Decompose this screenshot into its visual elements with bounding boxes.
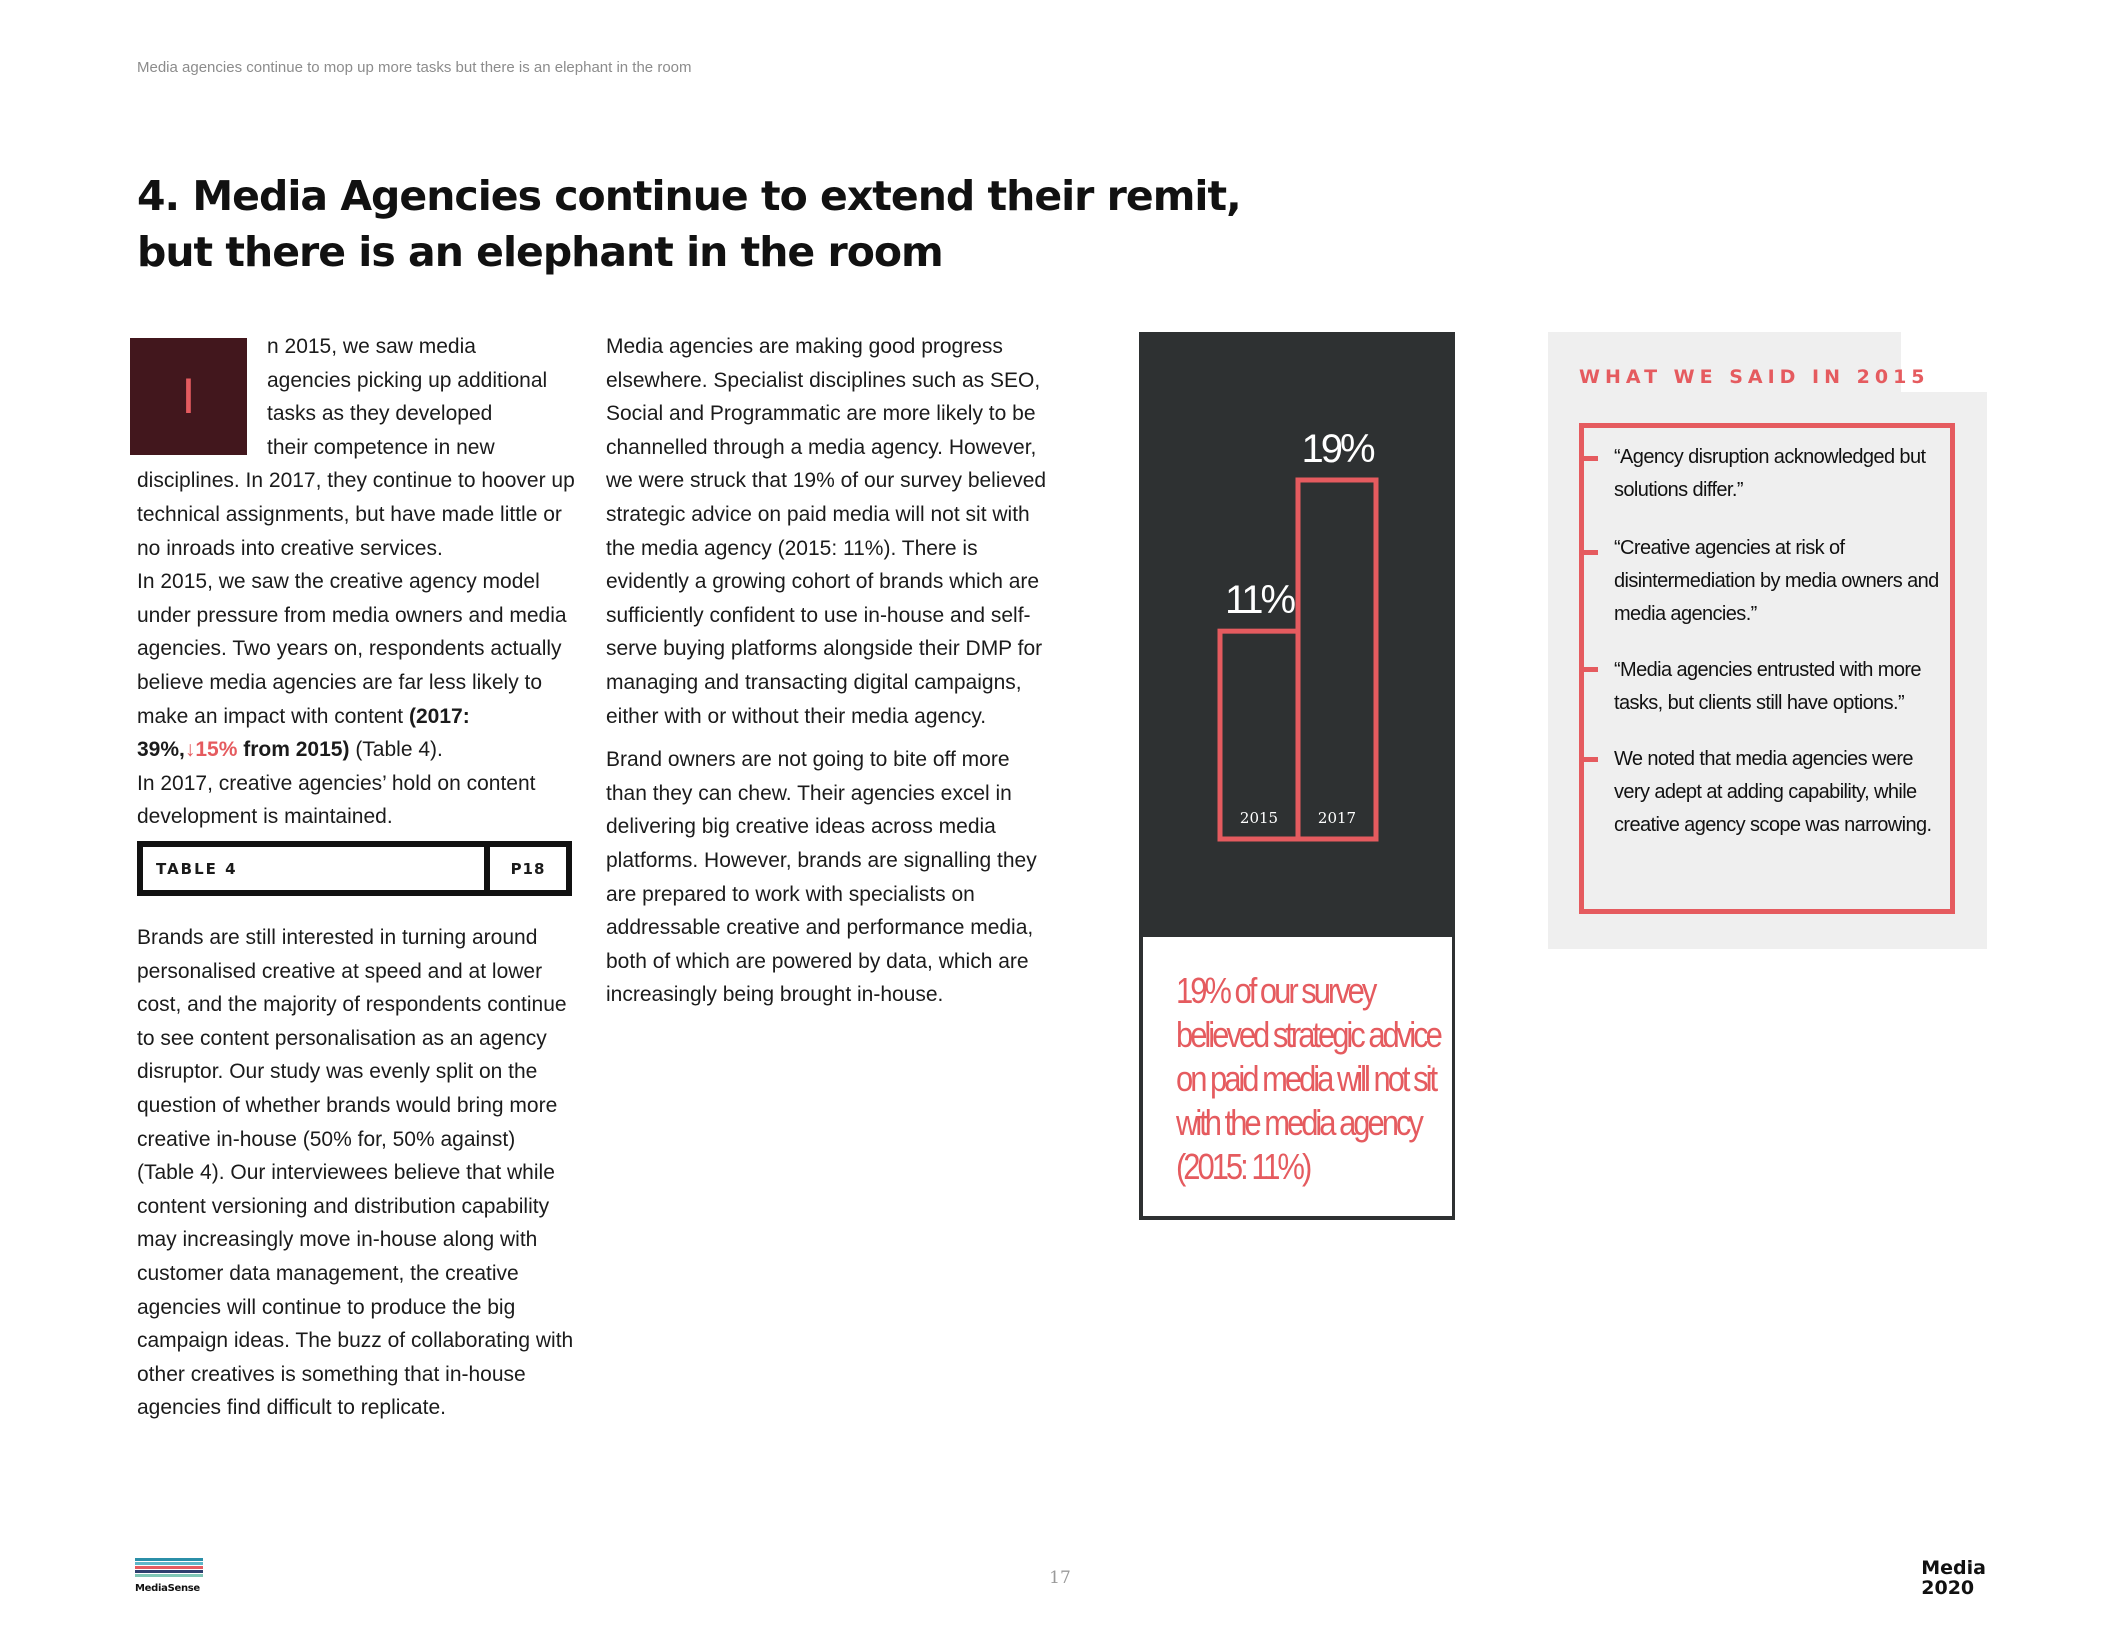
- bar-value-label: 11%: [1224, 578, 1294, 623]
- down-arrow-icon: ↓: [184, 738, 196, 762]
- intro-line-4: their competence in new: [267, 435, 495, 459]
- bullet-tick: [1579, 550, 1598, 555]
- page-title: [137, 168, 1241, 280]
- column-2: [606, 330, 1056, 1022]
- stat-2017: (2017: 39%,: [137, 704, 470, 762]
- bar-category-label: 2017: [1317, 809, 1357, 827]
- stat-change: 15%: [195, 738, 238, 762]
- bullet-tick: [1579, 456, 1598, 461]
- title-line-1: 4. Media Agencies continue to extend their remit,: [137, 172, 1241, 220]
- column-1: [137, 330, 575, 834]
- brand-line-1: Media: [1921, 1557, 1986, 1579]
- sidebar-item: “Creative agencies at risk of disintermediation by media owners and media agencies.”: [1614, 537, 1939, 625]
- callout-box: [1143, 937, 1452, 1216]
- intro-line-1: n 2015, we saw media: [267, 335, 476, 358]
- brand-line-2: 2020: [1921, 1577, 1975, 1599]
- intro-line-2: agencies picking up additional: [267, 368, 548, 392]
- drop-cap: I: [130, 338, 247, 455]
- sidebar-item: “Agency disruption acknowledged but solutions differ.”: [1614, 446, 1926, 501]
- bar-2017: [1298, 480, 1376, 839]
- bar-2015: [1220, 631, 1298, 839]
- col2-paragraph-1: Media agencies are making good progress elsewhere. Specialist disciplines such as SEO, Social and Programmatic are more likely to be channelled through a media agency. However, we were struck that 19% of our survey believed strategic advice on paid media will not sit with the media agency (2015: 11%). There is evidently a growing cohort of brands which are sufficiently confident to use in-house and self-serve buying platforms alongside their DMP for managing and transacting digital campaigns, either with or without their media agency.: [606, 335, 1047, 728]
- paragraph-2: [137, 565, 575, 767]
- page-number: 17: [1049, 1568, 1071, 1588]
- mediasense-logo-icon: [135, 1558, 203, 1580]
- paragraph-2-text: In 2015, we saw the creative agency model under pressure from media owners and media agencies. Two years on, respondents actually believe media agencies are far less likely to make an impact with content: [137, 570, 567, 728]
- bar-category-label: 2015: [1239, 809, 1279, 827]
- table-ref-page: P18: [484, 847, 566, 890]
- col2-paragraph-2: Brand owners are not going to bite off more than they can chew. Their agencies excel in delivering big creative ideas across media platforms. However, brands are signalling they are prepared to work with specialists on addressable creative and performance media, both of which are powered by data, which are increasingly being brought in-house.: [606, 748, 1037, 1007]
- stat-from: from 2015): [243, 738, 350, 762]
- paragraph-3: In 2017, creative agencies’ hold on content development is maintained.: [137, 771, 536, 829]
- intro-rest: disciplines. In 2017, they continue to hoover up technical assignments, but have made little or no inroads into creative services.: [137, 469, 575, 560]
- brand-mark: [1921, 1558, 1986, 1598]
- table-reference-inline: (Table 4).: [355, 738, 443, 762]
- logo-text: MediaSense: [135, 1583, 200, 1594]
- paragraph-4: Brands are still interested in turning around personalised creative at speed and at lower cost, and the majority of respondents continue to see content personalisation as an agency disruptor. Our study was evenly split on the question of whether brands would bring more creative in-house (50% for, 50% against) (Table 4). Our interviewees believe that while content versioning and distribution capability may increasingly move in-house along with customer data management, the creative agencies will continue to produce the big campaign ideas. The buzz of collaborating with other creatives is something that in-house agencies find difficult to replicate.: [137, 926, 574, 1420]
- sidebar-item: We noted that media agencies were very adept at adding capability, while creative agency scope was narrowing.: [1614, 748, 1932, 836]
- table-4-link[interactable]: [137, 841, 572, 896]
- table-ref-label: TABLE 4: [156, 859, 238, 878]
- callout-text: 19% of our survey believed strategic advice on paid media will not sit with the media agency (2015: 11%): [1176, 970, 1440, 1187]
- sidebar-item: “Media agencies entrusted with more tasks, but clients still have options.”: [1614, 659, 1921, 714]
- bullet-tick: [1579, 757, 1598, 762]
- intro-line-3: tasks as they developed: [267, 402, 493, 426]
- sidebar-heading: WHAT WE SAID IN 2015: [1579, 366, 1930, 388]
- title-line-2: but there is an elephant in the room: [137, 228, 943, 276]
- bullet-tick: [1579, 667, 1598, 672]
- bar-value-label: 19%: [1301, 427, 1373, 471]
- running-head: Media agencies continue to mop up more tasks but there is an elephant in the room: [137, 59, 692, 76]
